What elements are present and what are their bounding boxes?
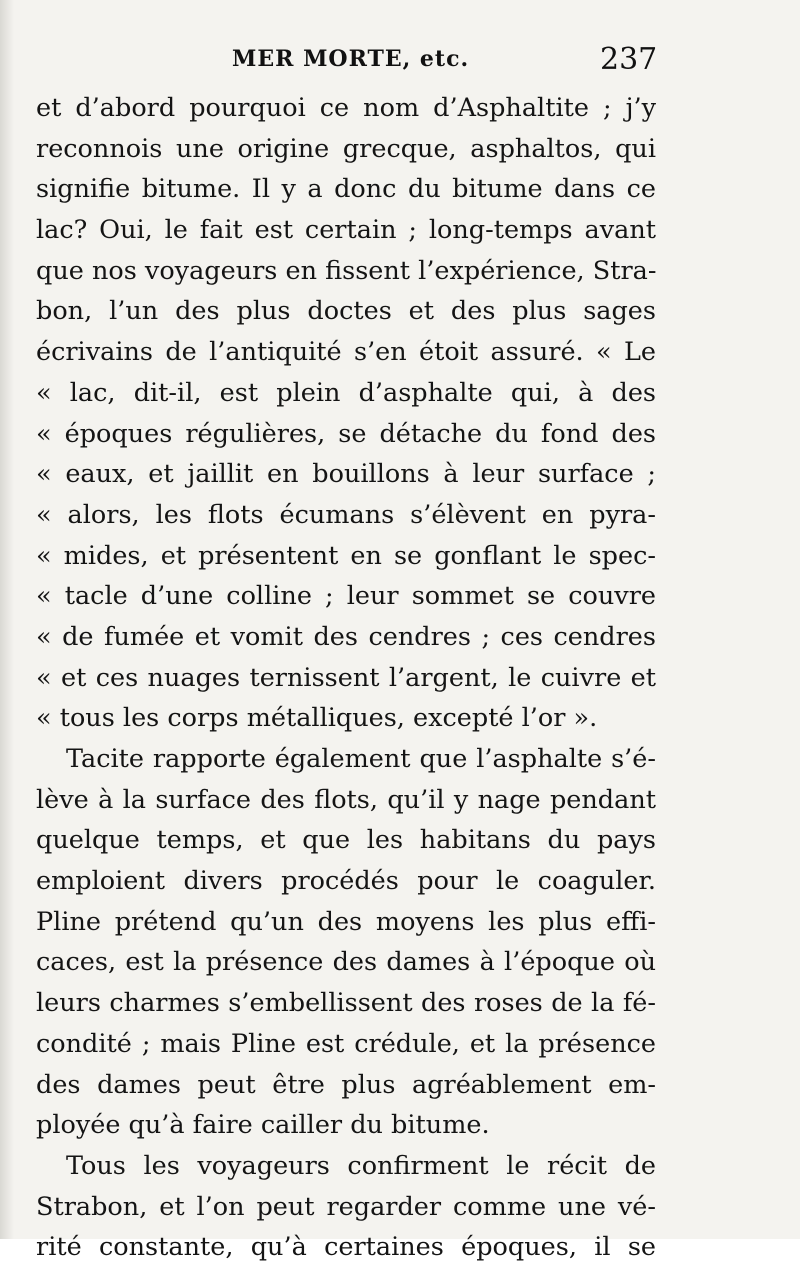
text-line: des dames peut être plus agréablement em- <box>36 1069 656 1100</box>
text-line: « de fumée et vomit des cendres ; ces cendres <box>36 621 656 652</box>
page-gutter-shadow <box>0 0 14 1239</box>
text-line: emploient divers procédés pour le coaguler. <box>36 866 656 897</box>
text-line: « eaux, et jaillit en bouillons à leur surface ; <box>36 459 656 490</box>
text-line: condité ; mais Pline est crédule, et la présence <box>36 1028 656 1059</box>
text-line: « alors, les flots écumans s’élèvent en pyra- <box>36 499 656 530</box>
text-line: caces, est la présence des dames à l’époque où <box>36 947 656 978</box>
text-line: quelque temps, et que les habitans du pays <box>36 825 656 856</box>
text-line: bon, l’un des plus doctes et des plus sages <box>36 296 656 327</box>
text-line: Strabon, et l’on peut regarder comme une vé- <box>36 1191 656 1222</box>
text-line: et d’abord pourquoi ce nom d’Asphaltite ; j’y <box>36 93 656 123</box>
text-line: Tacite rapporte également que l’asphalte s’é- <box>66 744 656 774</box>
text-line: leurs charmes s’embellissent des roses de la fé- <box>36 988 656 1019</box>
text-line: « tous les corps métalliques, excepté l’or ». <box>36 703 598 734</box>
text-line: ployée qu’à faire cailler du bitume. <box>36 1110 490 1141</box>
text-line: « tacle d’une colline ; leur sommet se couvre <box>36 581 656 612</box>
text-line: « époques régulières, se détache du fond des <box>36 418 656 449</box>
text-line: rité constante, qu’à certaines époques, il se <box>36 1232 656 1263</box>
body-text <box>36 88 656 1268</box>
page-header <box>0 38 800 78</box>
running-head: MER MORTE, etc. <box>232 46 470 72</box>
text-line: lève à la surface des flots, qu’il y nage pendant <box>36 784 656 815</box>
text-line: « et ces nuages ternissent l’argent, le cuivre et <box>36 662 656 693</box>
text-line: lac? Oui, le fait est certain ; long-temps avant <box>36 215 656 246</box>
text-line: que nos voyageurs en fissent l’expérience, Stra- <box>36 255 657 286</box>
text-line: « mides, et présentent en se gonflant le spec- <box>36 540 656 571</box>
text-line: « lac, dit-il, est plein d’asphalte qui, à des <box>36 377 656 408</box>
text-line: signifie bitume. Il y a donc du bitume dans ce <box>36 174 656 205</box>
text-line: Pline prétend qu’un des moyens les plus effi- <box>36 906 656 937</box>
text-line: reconnois une origine grecque, asphaltos, qui <box>36 133 656 164</box>
text-line: Tous les voyageurs confirment le récit de <box>66 1150 656 1181</box>
page-number: 237 <box>600 42 658 77</box>
text-line: écrivains de l’antiquité s’en étoit assuré. « Le <box>36 337 656 368</box>
